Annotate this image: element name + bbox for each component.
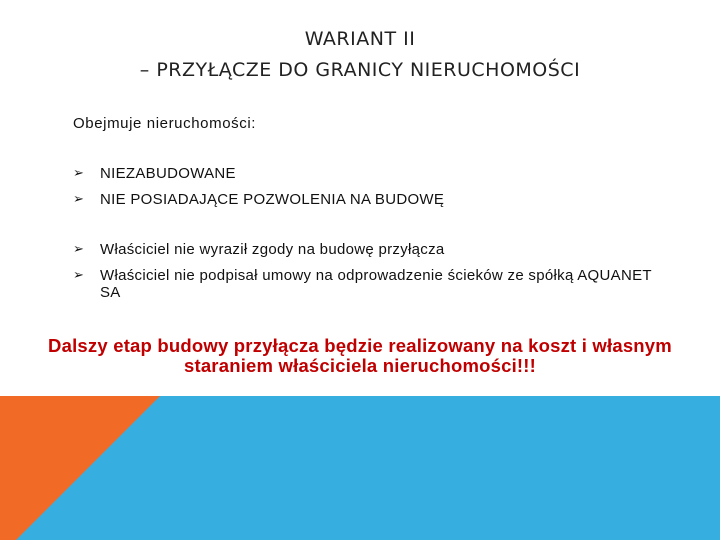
arrow-bullet-icon: ➢ xyxy=(73,242,85,257)
list-item-text: Właściciel nie wyraził zgody na budowę przyłącza xyxy=(100,241,445,258)
slide-title xyxy=(0,24,720,86)
arrow-bullet-icon: ➢ xyxy=(73,268,85,283)
cost-notice: Dalszy etap budowy przyłącza będzie realizowany na koszt i własnym staraniem właściciela nieruchomości!!! xyxy=(48,335,672,376)
list-item xyxy=(73,241,653,258)
list-item-text: Właściciel nie podpisał umowy na odprowadzenie ścieków ze spółką AQUANET SA xyxy=(100,267,652,301)
list-item-text: NIE POSIADAJĄCE POZWOLENIA NA BUDOWĘ xyxy=(100,191,445,208)
title-line-1: WARIANT II xyxy=(304,28,416,50)
property-type-list xyxy=(73,165,653,217)
decorative-footer xyxy=(0,396,720,540)
arrow-bullet-icon: ➢ xyxy=(73,166,85,181)
intro-text: Obejmuje nieruchomości: xyxy=(73,115,257,132)
title-line-2: – PRZYŁĄCZE DO GRANICY NIERUCHOMOŚCI xyxy=(139,59,581,81)
list-item xyxy=(73,267,653,301)
arrow-bullet-icon: ➢ xyxy=(73,192,85,207)
list-item xyxy=(73,191,653,208)
list-item xyxy=(73,165,653,182)
list-item-text: NIEZABUDOWANE xyxy=(100,165,236,182)
owner-condition-list xyxy=(73,241,653,310)
